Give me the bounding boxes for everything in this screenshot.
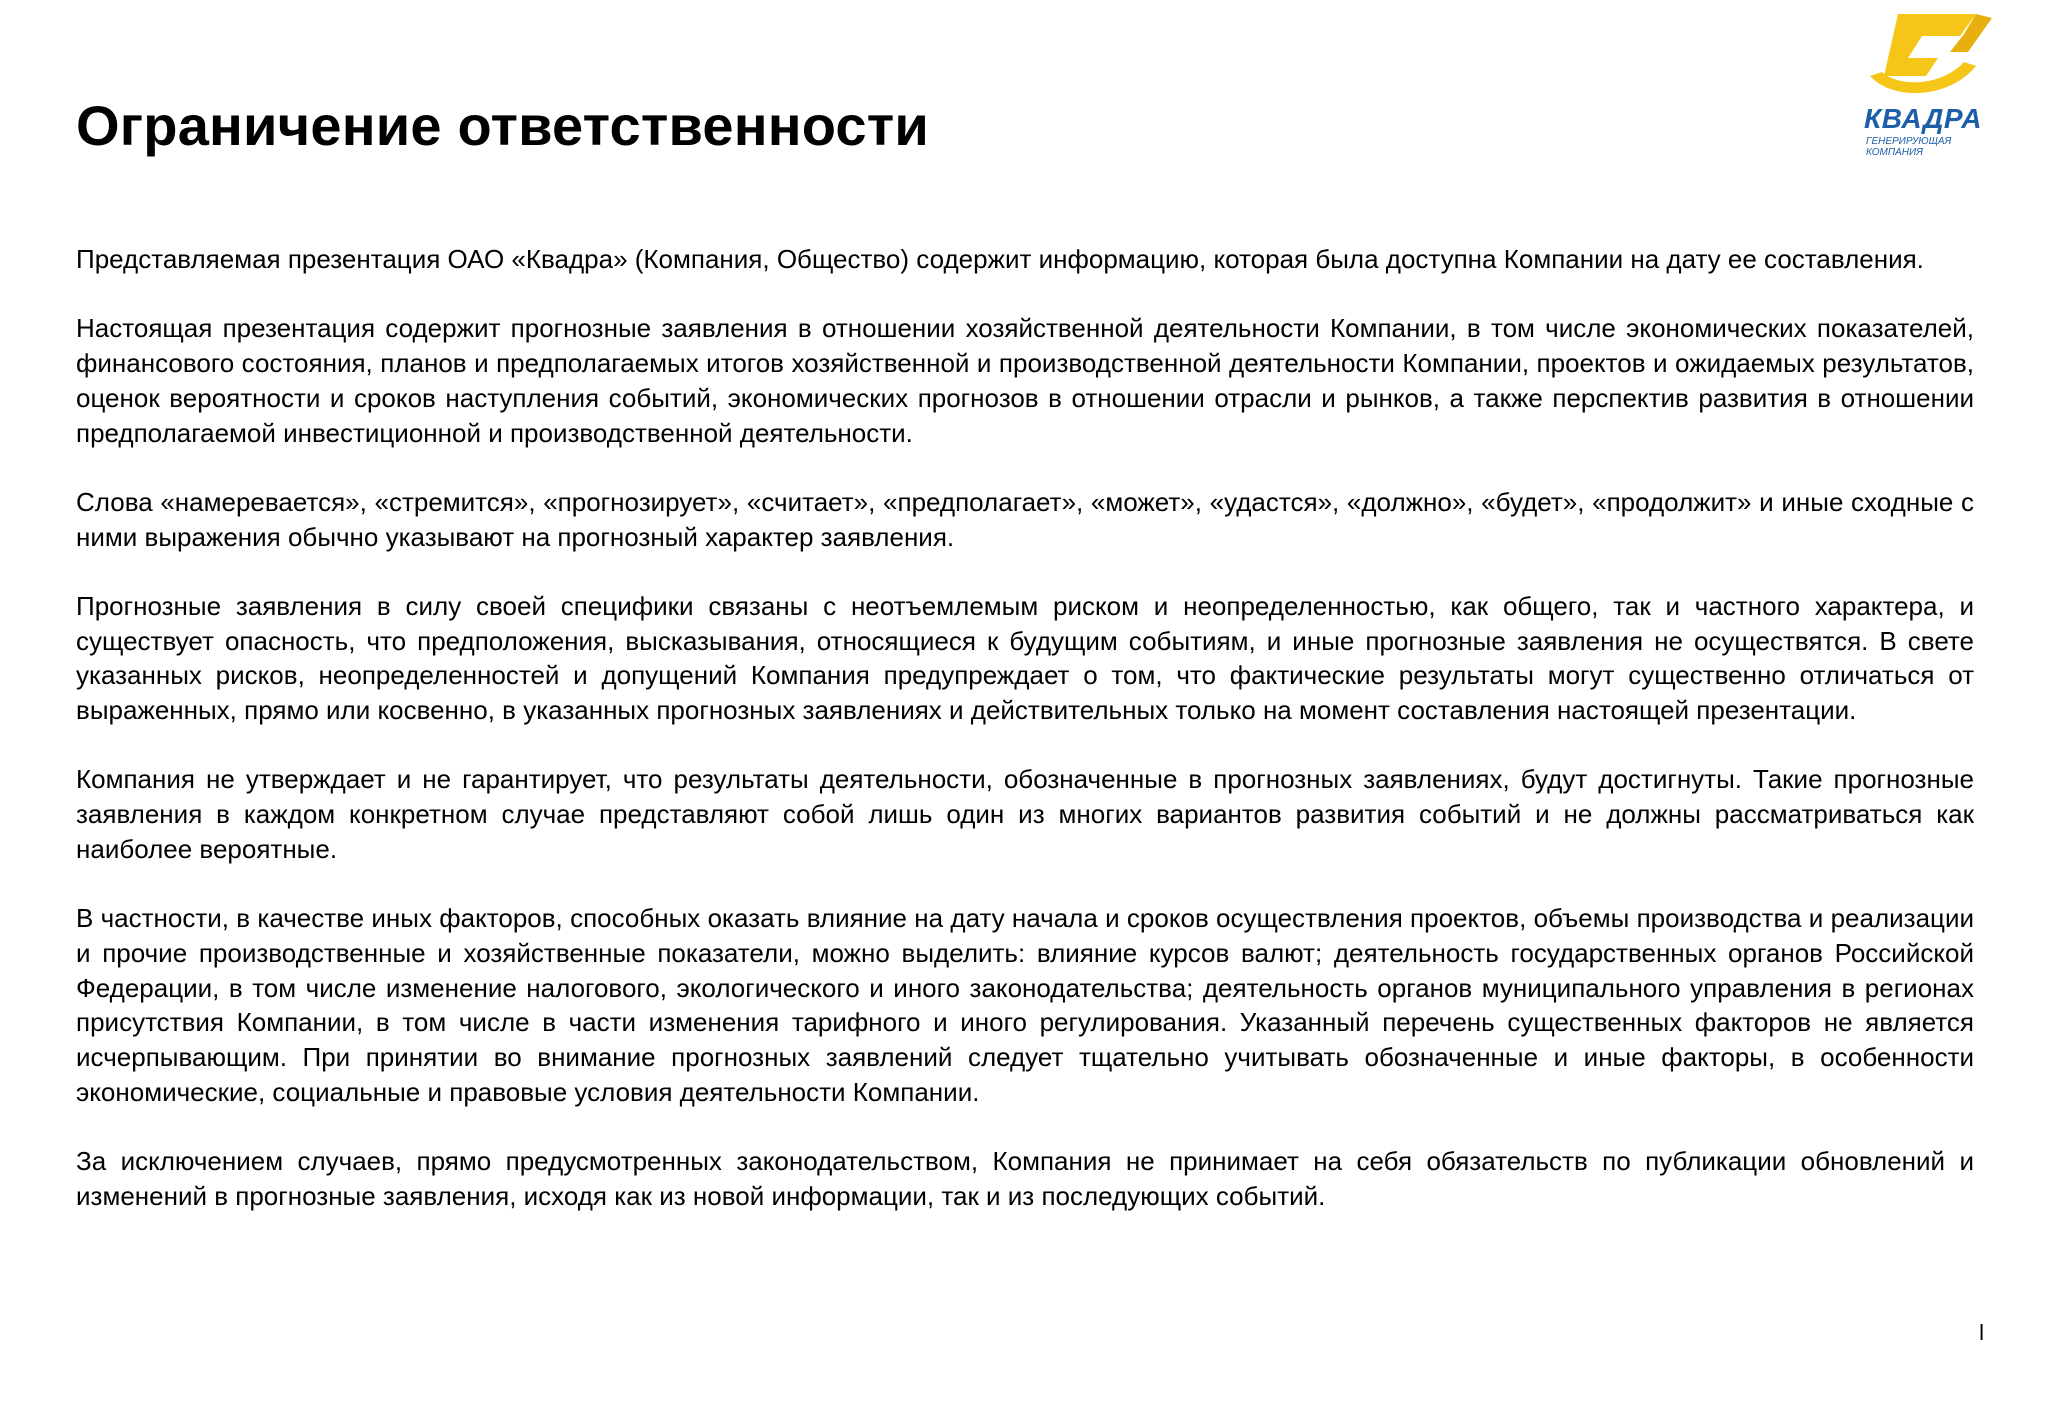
paragraph: Компания не утверждает и не гарантирует, что результаты деятельности, обозначенные в прогнозных заявлениях, будут достигнуты. Такие прогнозные заявления в каждом конкретном случае представляют собой лишь один из многих вариантов развития событий и не должны рассматриваться как наиболее вероятные.: [76, 764, 1974, 864]
page-number: l: [1979, 1320, 1984, 1345]
page-title: Ограничение ответственности: [76, 94, 930, 157]
disclaimer-text: [76, 242, 1974, 1248]
paragraph: Представляемая презентация ОАО «Квадра» (Компания, Общество) содержит информацию, которая была доступна Компании на дату ее составления.: [76, 244, 1924, 274]
paragraph: Настоящая презентация содержит прогнозные заявления в отношении хозяйственной деятельности Компании, в том числе экономических показателей, финансового состояния, планов и предполагаемых итогов хозяйственной и производственной деятельности Компании, проектов и ожидаемых результатов, оценок вероятности и сроков наступления событий, экономических прогнозов в отношении отрасли и рынков, а также перспектив развития в отношении предполагаемой инвестиционной и производственной деятельности.: [76, 313, 1974, 448]
logo-tagline: ГЕНЕРИРУЮЩАЯ КОМПАНИЯ: [1866, 136, 1952, 158]
paragraph: Прогнозные заявления в силу своей специфики связаны с неотъемлемым риском и неопределенностью, как общего, так и частного характера, и существует опасность, что предположения, высказывания, относящиеся к будущим событиям, и иные прогнозные заявления не осуществятся. В свете указанных рисков, неопределенностей и допущений Компания предупреждает о том, что фактические результаты могут существенно отличаться от выраженных, прямо или косвенно, в указанных прогнозных заявлениях и действительных только на момент составления настоящей презентации.: [76, 590, 1974, 726]
logo-name: КВАДРА: [1864, 103, 1982, 134]
paragraph: За исключением случаев, прямо предусмотренных законодательством, Компания не принимает на себя обязательств по публикации обновлений и изменений в прогнозные заявления, исходя как из новой информации, так и из последующих событий.: [76, 1146, 1974, 1211]
paragraph: Слова «намеревается», «стремится», «прогнозирует», «считает», «предполагает», «может», «удастся», «должно», «будет», «продолжит» и иные сходные с ними выражения обычно указывают на прогнозный характер заявления.: [76, 486, 1974, 552]
company-logo: [1860, 6, 2020, 156]
paragraph: В частности, в качестве иных факторов, способных оказать влияние на дату начала и сроков осуществления проектов, объемы производства и реализации и прочие производственные и хозяйственные показатели, можно выделить: влияние курсов валют; деятельность государственных органов Российской Федерации, в том числе изменение налогового, экологического и иного законодательства; деятельность органов муниципального управления в регионах присутствия Компании, в том числе в части изменения тарифного и иного регулирования. Указанный перечень существенных факторов не является исчерпывающим. При принятии во внимание прогнозных заявлений следует тщательно учитывать обозначенные и иные факторы, в особенности экономические, социальные и правовые условия деятельности Компании.: [76, 903, 1974, 1107]
kvadra-logo-mark-icon: [1864, 6, 1994, 102]
